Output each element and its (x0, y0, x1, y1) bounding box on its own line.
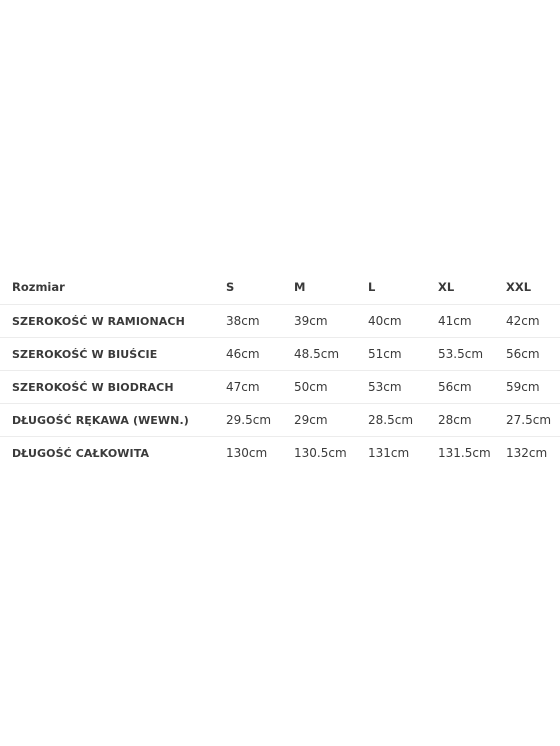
table-cell: 130cm (226, 437, 294, 470)
table-cell: 53.5cm (438, 338, 506, 371)
table-cell: 28cm (438, 404, 506, 437)
table-cell: 50cm (294, 371, 368, 404)
table-cell: 40cm (368, 305, 438, 338)
row-label-shoulder-width: SZEROKOŚĆ W RAMIONACH (0, 305, 226, 338)
size-chart-table (0, 270, 560, 469)
table-row (0, 338, 560, 371)
size-header-s: S (226, 280, 235, 294)
size-header-xxl: XXL (506, 280, 532, 294)
size-column-label: Rozmiar (12, 280, 65, 294)
table-cell: 28.5cm (368, 404, 438, 437)
table-cell: 27.5cm (506, 404, 560, 437)
row-label-sleeve-length: DŁUGOŚĆ RĘKAWA (WEWN.) (0, 404, 226, 437)
table-cell: 48.5cm (294, 338, 368, 371)
table-cell: 29.5cm (226, 404, 294, 437)
table-cell: 41cm (438, 305, 506, 338)
table-cell: 29cm (294, 404, 368, 437)
size-header-l: L (368, 280, 376, 294)
table-cell: 132cm (506, 437, 560, 470)
table-cell: 38cm (226, 305, 294, 338)
table-cell: 56cm (438, 371, 506, 404)
table-cell: 47cm (226, 371, 294, 404)
table-row (0, 305, 560, 338)
table-row (0, 437, 560, 470)
size-header-m: M (294, 280, 306, 294)
table-cell: 42cm (506, 305, 560, 338)
table-row (0, 371, 560, 404)
size-header-xl: XL (438, 280, 455, 294)
table-cell: 51cm (368, 338, 438, 371)
table-cell: 131cm (368, 437, 438, 470)
table-header-row (0, 270, 560, 305)
table-cell: 46cm (226, 338, 294, 371)
table-cell: 59cm (506, 371, 560, 404)
table-cell: 131.5cm (438, 437, 506, 470)
row-label-total-length: DŁUGOŚĆ CAŁKOWITA (0, 437, 226, 470)
row-label-bust-width: SZEROKOŚĆ W BIUŚCIE (0, 338, 226, 371)
table-cell: 39cm (294, 305, 368, 338)
table-row (0, 404, 560, 437)
table-cell: 130.5cm (294, 437, 368, 470)
row-label-hip-width: SZEROKOŚĆ W BIODRACH (0, 371, 226, 404)
table-cell: 56cm (506, 338, 560, 371)
table-cell: 53cm (368, 371, 438, 404)
